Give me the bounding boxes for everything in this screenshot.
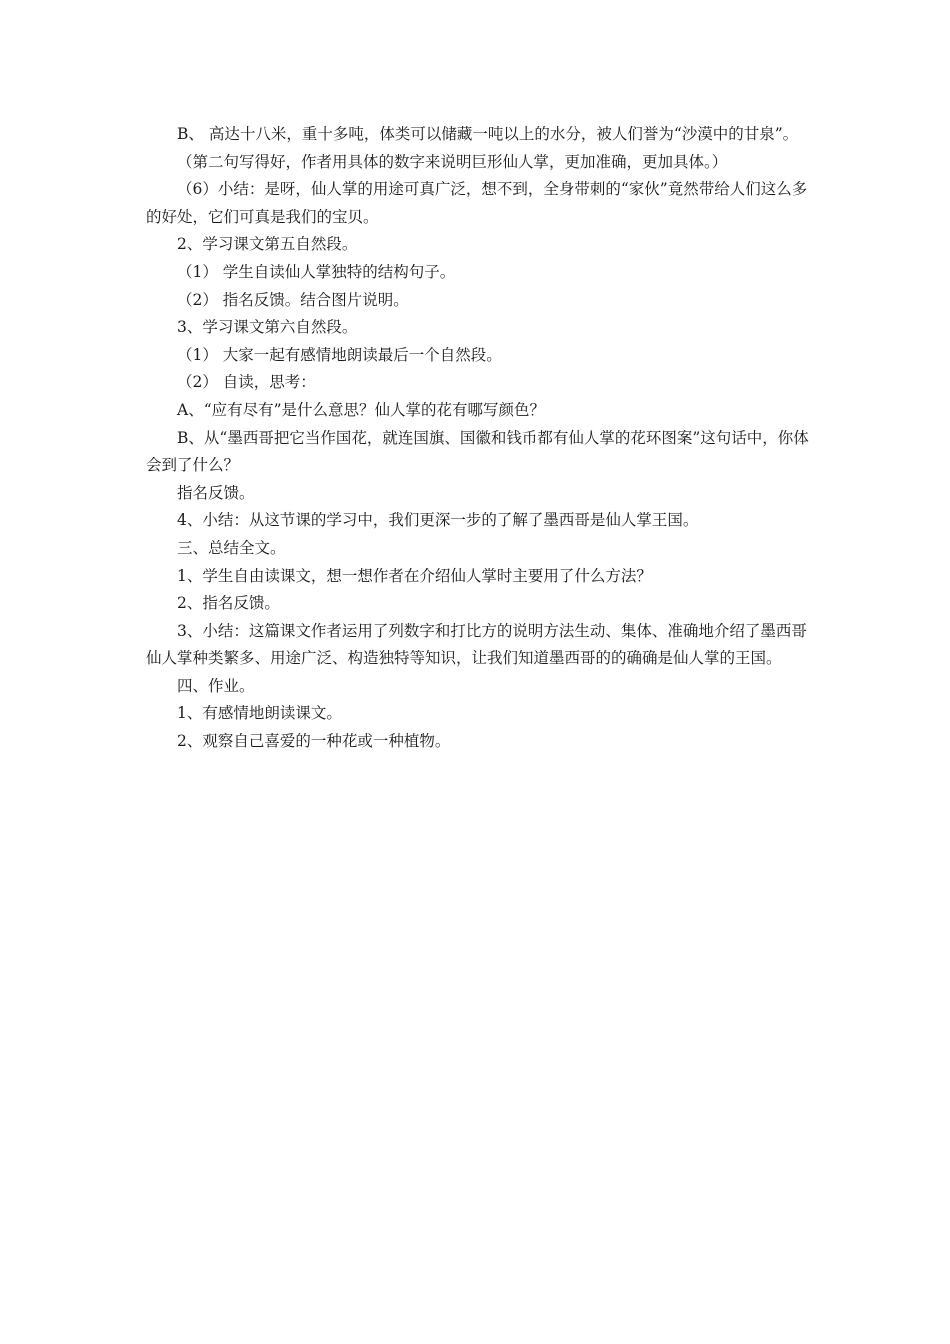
paragraph-summary-6: （6）小结：是呀，仙人掌的用途可真广泛，想不到，全身带刺的“家伙”竟然带给人们这么多的好处，它们可真是我们的宝贝。 <box>146 180 808 226</box>
paragraph-feedback: 指名反馈。 <box>177 483 255 502</box>
paragraph-question-b: B、从“墨西哥把它当作国花，就连国旗、国徽和钱币都有仙人掌的花环图案”这句话中，你体会到了什么？ <box>146 428 809 475</box>
paragraph-sixth-step-2: （2） 自读，思考： <box>177 373 316 392</box>
paragraph-homework-2: 2、观察自己喜爱的一种花或一种植物。 <box>177 732 451 751</box>
paragraph-fifth-step-1: （1） 学生自读仙人掌独特的结构句子。 <box>177 262 456 281</box>
document-body <box>146 121 818 756</box>
paragraph-homework-1: 1、有感情地朗读课文。 <box>177 704 342 723</box>
paragraph-study-fifth: 2、学习课文第五自然段。 <box>177 235 358 254</box>
heading-section-3: 三、总结全文。 <box>177 538 286 557</box>
paragraph-section3-item-1: 1、学生自由读课文，想一想作者在介绍仙人掌时主要用了什么方法？ <box>177 566 652 585</box>
paragraph-second-sentence-comment: （第二句写得好，作者用具体的数字来说明巨形仙人掌，更加准确，更加具体。） <box>177 152 728 171</box>
paragraph-question-a: A、“应有尽有”是什么意思？仙人掌的花有哪写颜色？ <box>177 400 546 419</box>
paragraph-summary-4: 4、小结：从这节课的学习中，我们更深一步的了解了墨西哥是仙人掌王国。 <box>177 511 699 530</box>
paragraph-sixth-step-1: （1） 大家一起有感情地朗读最后一个自然段。 <box>177 345 502 364</box>
paragraph-fifth-step-2: （2） 指名反馈。结合图片说明。 <box>177 290 409 309</box>
paragraph-section3-item-3: 3、小结：这篇课文作者运用了列数字和打比方的说明方法生动、集体、准确地介绍了墨西哥仙人掌种类繁多、用途广泛、构造独特等知识，让我们知道墨西哥的的确确是仙人掌的王国。 <box>146 621 807 668</box>
paragraph-study-sixth: 3、学习课文第六自然段。 <box>177 318 358 337</box>
paragraph-section3-item-2: 2、指名反馈。 <box>177 594 280 613</box>
heading-section-4: 四、作业。 <box>177 676 255 695</box>
paragraph-b-giant-cactus: B、 高达十八米，重十多吨，体类可以储藏一吨以上的水分，被人们誉为“沙漠中的甘泉”。 <box>177 125 799 143</box>
